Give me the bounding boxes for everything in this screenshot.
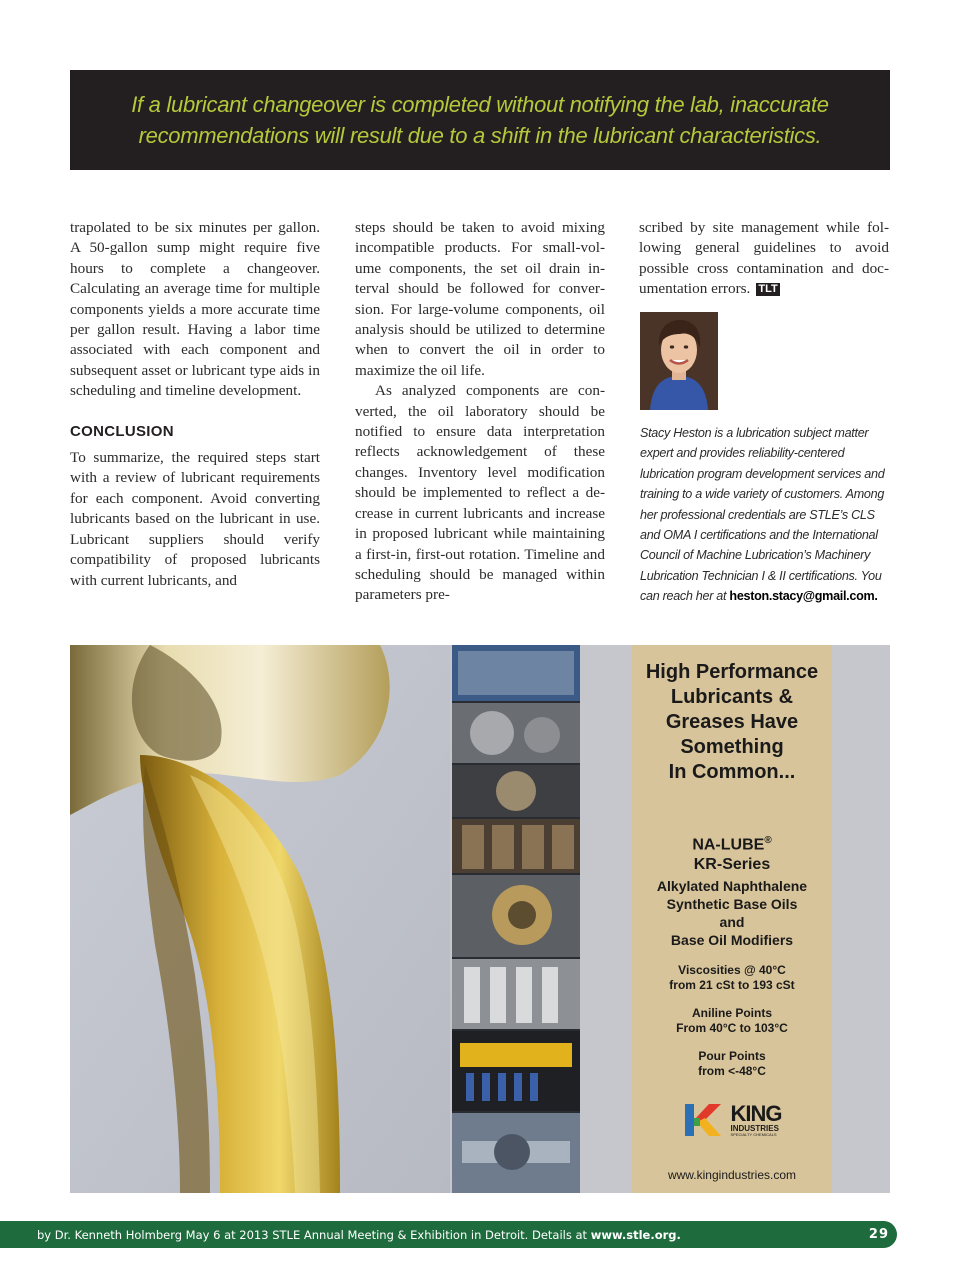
- ad-website-link[interactable]: www.kingindustries.com: [667, 1168, 797, 1183]
- logo-name: KING: [730, 1101, 782, 1127]
- spec-value: from 21 cSt to 193 cSt: [669, 977, 795, 992]
- registered-mark: ®: [764, 835, 772, 846]
- pull-quote-line-1: If a lubricant changeover is completed without notifying the lab, inaccurate: [131, 92, 829, 117]
- paragraph: steps should be taken to avoid mixing incompatible products. For small-volume components, the set oil drain interval should be followed for conversion. For large-volume components, oil analysis should be utilized to determine when to convert the oil in order to maximize the oil life.: [355, 219, 605, 379]
- king-industries-logo: [632, 1100, 832, 1140]
- machinery-photo-strip: [452, 645, 580, 1193]
- ad-headline-line: In Common...: [668, 761, 796, 783]
- article-column-2: [355, 218, 605, 606]
- spec-pour-points: [632, 1049, 832, 1078]
- logo-sub: INDUSTRIES: [730, 1124, 779, 1134]
- article-column-3: [639, 218, 889, 300]
- logo-tag: SPECIALTY CHEMICALS: [730, 1132, 777, 1138]
- spec-value: From 40°C to 103°C: [676, 1020, 788, 1035]
- paragraph: As analyzed components are converted, the oil laboratory should be notified to ensure data interpretation reflects acknowledgement of these changes. Inventory level modification should be implemented to reflect a decrease in current lubricants and increase in proposed lubricant while maintaining a first-in, first-out rotation. Timeline and scheduling should be managed within parameters pre-: [355, 382, 605, 604]
- author-bio: [640, 423, 892, 607]
- page-footer: [0, 1221, 897, 1248]
- page-number: 29: [868, 1227, 889, 1242]
- spec-label: Viscosities @ 40°C: [678, 963, 786, 978]
- ad-headline: [632, 660, 832, 785]
- footer-link[interactable]: www.stle.org.: [590, 1227, 681, 1242]
- paragraph: [639, 218, 889, 300]
- oil-pour-image: [70, 645, 450, 1193]
- product-description-line: Base Oil Modifiers: [670, 932, 794, 949]
- product-brand-name: NA-LUBE: [692, 836, 765, 854]
- product-description: [632, 877, 832, 949]
- ad-headline-line: Greases Have: [665, 711, 799, 733]
- footer-note: by Dr. Kenneth Holmberg May 6 at 2013 STLE Annual Meeting & Exhibition in Detroit. Details at: [37, 1227, 588, 1242]
- footer-text: [0, 1228, 681, 1242]
- king-industries-advertisement[interactable]: [70, 645, 890, 1193]
- spec-viscosity: [632, 963, 832, 992]
- product-description-line: Alkylated Naphthalene: [656, 878, 808, 895]
- product-series: KR-Series: [693, 856, 771, 874]
- ad-headline-line: Something: [680, 736, 784, 758]
- ad-text-panel: [632, 645, 832, 1193]
- product-brand: [632, 831, 832, 855]
- pull-quote-line-2: recommendations will result due to a shift in the lubricant characteristics.: [138, 123, 822, 148]
- product-description-line: Synthetic Base Oils: [666, 896, 798, 913]
- author-email-link[interactable]: heston.stacy@gmail.com.: [729, 589, 878, 604]
- king-logo-wordmark: [731, 1103, 782, 1137]
- ad-headline-line: High Performance: [645, 661, 819, 683]
- paragraph: trapolated to be six minutes per gallon. A 50-gallon sump might require five hours to complete a changeover. Calculating an average time for multiple components yields a more accurate time per gallon result. Having a labor time associated with each component and subsequent asset or lubricant type aids in scheduling and timeline development.: [70, 219, 320, 400]
- spec-value: from <-48°C: [698, 1063, 766, 1078]
- spec-aniline-points: [632, 1006, 832, 1035]
- king-k-logo-icon: [683, 1100, 729, 1140]
- author-photo: [640, 312, 718, 410]
- article-column-1: [70, 218, 320, 591]
- author-bio-text: Stacy Heston is a lubrication subject matter expert and provides reliability-centered lubrication program development services and training to a wide variety of customers. Among her professional credentials are STLE’s CLS and OMA I certifications and the International Council of Machine Lubrication’s Machinery Lubrication Technician I & II certifications. You can reach her at: [640, 426, 885, 604]
- pull-quote: [70, 70, 890, 170]
- paragraph-text: scribed by site management while following general guidelines to avoid possible cross contamination and documentation errors.: [639, 219, 889, 298]
- ad-headline-line: Lubricants &: [670, 686, 794, 708]
- spec-label: Aniline Points: [691, 1006, 772, 1021]
- product-description-line: and: [719, 914, 745, 931]
- tlt-end-mark-icon: TLT: [758, 283, 778, 296]
- spec-label: Pour Points: [698, 1049, 766, 1064]
- section-heading-conclusion: CONCLUSION: [70, 422, 174, 440]
- paragraph: To summarize, the required steps start with a review of lubricant requirements for each component. Avoid converting lubricants based on the lubricant in use. Lubricant suppliers should verify compatibility of proposed lubricants with current lubricants, and: [70, 449, 320, 589]
